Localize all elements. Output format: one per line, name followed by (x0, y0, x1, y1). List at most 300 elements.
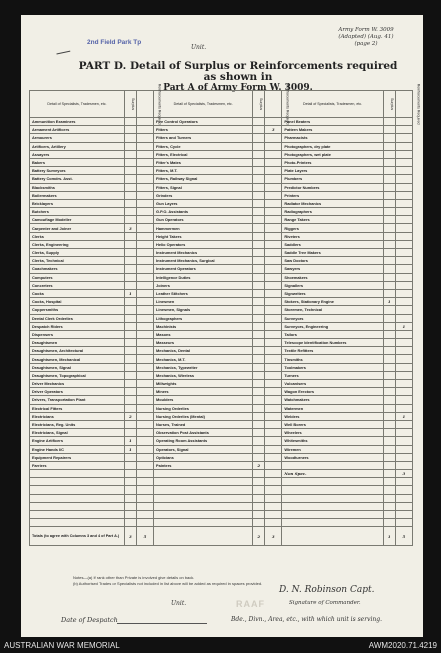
trade-cell: Armourers (30, 134, 125, 142)
count-cell (383, 339, 395, 347)
count-cell (265, 134, 282, 142)
signature-caption: Signature of Commander. (289, 600, 361, 606)
count-cell (383, 461, 395, 469)
trade-cell: Tailors (282, 330, 383, 338)
trade-cell: Panel Beaters (282, 118, 383, 126)
table-row (30, 265, 413, 273)
table-row (30, 380, 413, 388)
count-cell (383, 371, 395, 379)
caption-right: AWM2020.71.4219 (368, 641, 437, 650)
count-cell (383, 249, 395, 257)
count-cell (265, 330, 282, 338)
trade-cell: Printers (282, 191, 383, 199)
trade-cell (282, 519, 383, 527)
trade-cell: Battery Comdrs. Asst. (30, 175, 125, 183)
count-cell (395, 240, 412, 248)
trade-cell: Engine Hands I/C (30, 445, 125, 453)
count-cell (253, 478, 265, 486)
trade-cell: Helio Operators (154, 240, 253, 248)
table-row (30, 371, 413, 379)
header-surplus: Surplus (383, 91, 395, 118)
trade-cell (282, 478, 383, 486)
count-cell (395, 420, 412, 428)
trade-cell: Masons (154, 330, 253, 338)
count-cell (124, 199, 136, 207)
table-row (30, 478, 413, 486)
count-cell (265, 486, 282, 494)
trade-cell: Radiographers (282, 208, 383, 216)
count-cell (265, 502, 282, 510)
count-cell (395, 306, 412, 314)
trade-cell: Fire Control Operators (154, 118, 253, 126)
trade-cell: Stokers, Stationary Engine (282, 298, 383, 306)
trade-cell: Electricians (30, 412, 125, 420)
trade-cell: Boilermakers (30, 191, 125, 199)
count-cell (136, 445, 153, 453)
count-cell: 3 (265, 126, 282, 134)
count-cell (383, 470, 395, 478)
form-number-block (321, 27, 411, 48)
count-cell (265, 453, 282, 461)
trade-cell: Electricians, Reg. Units (30, 420, 125, 428)
count-cell (383, 199, 395, 207)
table-row (30, 249, 413, 257)
count-cell (124, 339, 136, 347)
count-cell (383, 208, 395, 216)
count-cell (124, 257, 136, 265)
count-cell (124, 355, 136, 363)
table-row (30, 470, 413, 478)
table-row (30, 363, 413, 371)
totals-row (30, 527, 413, 546)
count-cell (136, 380, 153, 388)
count-cell (383, 289, 395, 297)
count-cell (383, 167, 395, 175)
count-cell (395, 273, 412, 281)
count-cell (253, 289, 265, 297)
count-cell (253, 273, 265, 281)
count-cell (253, 314, 265, 322)
count-cell (265, 298, 282, 306)
trade-cell: Saw Doctors (282, 257, 383, 265)
count-cell (265, 494, 282, 502)
trade-cell: Dispensers (30, 330, 125, 338)
total-value: 2 (253, 527, 265, 546)
count-cell (124, 142, 136, 150)
count-cell (136, 339, 153, 347)
notes (73, 575, 262, 587)
trade-cell: Grinders (154, 191, 253, 199)
trade-cell: Radiator Mechanics (282, 199, 383, 207)
count-cell (253, 470, 265, 478)
table-row (30, 183, 413, 191)
trade-cell (30, 511, 125, 519)
table-row (30, 240, 413, 248)
count-cell (136, 347, 153, 355)
count-cell (136, 199, 153, 207)
trade-cell: Gun Operators (154, 216, 253, 224)
count-cell (124, 281, 136, 289)
trade-cell: Assayers (30, 150, 125, 158)
count-cell (265, 339, 282, 347)
count-cell (124, 330, 136, 338)
total-value: 3 (265, 527, 282, 546)
trade-cell: Coachmakers (30, 265, 125, 273)
count-cell (124, 314, 136, 322)
count-cell (383, 404, 395, 412)
count-cell (265, 167, 282, 175)
count-cell (136, 175, 153, 183)
trade-cell: Whitesmiths (282, 437, 383, 445)
count-cell (124, 347, 136, 355)
trade-cell: Blacksmiths (30, 183, 125, 191)
count-cell (124, 486, 136, 494)
table-row (30, 519, 413, 527)
count-cell (383, 281, 395, 289)
table-row (30, 306, 413, 314)
trade-cell: Draughtsmen, Topographical (30, 371, 125, 379)
trade-cell (154, 486, 253, 494)
count-cell (265, 216, 282, 224)
count-cell (395, 158, 412, 166)
trade-cell: Watermen (282, 404, 383, 412)
count-cell (265, 519, 282, 527)
count-cell (136, 232, 153, 240)
count-cell (383, 412, 395, 420)
count-cell (383, 134, 395, 142)
count-cell (395, 142, 412, 150)
count-cell (383, 388, 395, 396)
trade-cell: Millwrights (154, 380, 253, 388)
trade-cell: Draughtsmen (30, 339, 125, 347)
table-row (30, 461, 413, 469)
signature: D. N. Robinson Capt. (279, 585, 375, 595)
table-row (30, 298, 413, 306)
bde-label: Bde., Divn., Area, etc., with which unit is serving. (231, 616, 382, 623)
count-cell: 2 (253, 461, 265, 469)
table-row (30, 494, 413, 502)
trade-cell: Tinsmiths (282, 355, 383, 363)
trade-cell: Storemen, Technical (282, 306, 383, 314)
count-cell (253, 494, 265, 502)
trade-cell: Draughtsmen, Signal (30, 363, 125, 371)
count-cell (383, 519, 395, 527)
count-cell (124, 265, 136, 273)
count-cell (136, 118, 153, 126)
trade-cell: Bakers (30, 158, 125, 166)
count-cell (136, 298, 153, 306)
table-row (30, 412, 413, 420)
count-cell (265, 437, 282, 445)
count-cell (253, 134, 265, 142)
trade-cell: Predictor Numbers (282, 183, 383, 191)
trade-cell: Nursing Orderlies (Mental) (154, 412, 253, 420)
count-cell (253, 388, 265, 396)
count-cell (124, 118, 136, 126)
trade-cell: Wagon Erectors (282, 388, 383, 396)
count-cell (124, 167, 136, 175)
table-row (30, 191, 413, 199)
trade-cell: Joiners (154, 281, 253, 289)
count-cell (253, 363, 265, 371)
count-cell (395, 265, 412, 273)
count-cell (124, 396, 136, 404)
count-cell (265, 355, 282, 363)
trade-cell: Farriers (30, 461, 125, 469)
trade-cell: Battery Surveyors (30, 167, 125, 175)
count-cell (124, 380, 136, 388)
trade-cell: Dental Clerk Orderlies (30, 314, 125, 322)
count-cell (253, 281, 265, 289)
count-cell (395, 429, 412, 437)
header-specialist: Detail of Specialists, Tradesmen, etc. (154, 91, 253, 118)
trade-cell: Miners (154, 388, 253, 396)
count-cell (265, 265, 282, 273)
count-cell (253, 118, 265, 126)
count-cell (383, 429, 395, 437)
count-cell (383, 453, 395, 461)
trade-cell: Fitters, Railway Signal (154, 175, 253, 183)
count-cell (265, 380, 282, 388)
count-cell (383, 437, 395, 445)
count-cell (383, 126, 395, 134)
count-cell (395, 437, 412, 445)
count-cell (253, 322, 265, 330)
count-cell (136, 224, 153, 232)
count-cell (136, 437, 153, 445)
trade-cell: Machinists (154, 322, 253, 330)
count-cell (265, 420, 282, 428)
count-cell (265, 412, 282, 420)
trade-cell: Draughtsmen, Mechanical (30, 355, 125, 363)
trade-cell: Linesmen, Signals (154, 306, 253, 314)
count-cell (383, 347, 395, 355)
table-row (30, 199, 413, 207)
count-cell (124, 404, 136, 412)
table-row (30, 347, 413, 355)
count-cell (395, 511, 412, 519)
trade-cell: Toolmakers (282, 363, 383, 371)
count-cell (124, 134, 136, 142)
count-cell (395, 191, 412, 199)
count-cell (136, 142, 153, 150)
count-cell (383, 363, 395, 371)
header-reinforcements: Reinforcements Required (136, 91, 153, 118)
count-cell: 1 (124, 445, 136, 453)
count-cell (265, 249, 282, 257)
trade-cell: Signwriters (282, 289, 383, 297)
trade-cell (282, 486, 383, 494)
count-cell (253, 355, 265, 363)
count-cell (136, 158, 153, 166)
count-cell (383, 306, 395, 314)
count-cell (395, 396, 412, 404)
trade-cell: Mechanics, M.T. (154, 355, 253, 363)
trade-cell: Mechanics, Wireless (154, 371, 253, 379)
count-cell (265, 347, 282, 355)
count-cell (253, 412, 265, 420)
count-cell (265, 158, 282, 166)
count-cell (265, 404, 282, 412)
trade-cell: Sawyers (282, 265, 383, 273)
count-cell (395, 126, 412, 134)
trade-cell: Gun Layers (154, 199, 253, 207)
table-row (30, 150, 413, 158)
count-cell (253, 142, 265, 150)
count-cell (136, 289, 153, 297)
trade-cell: Operators, Signal (154, 445, 253, 453)
count-cell (265, 273, 282, 281)
trade-cell: Well Borers (282, 420, 383, 428)
count-cell (265, 257, 282, 265)
header-reinforcements: Reinforcements Required (265, 91, 282, 118)
trade-cell (30, 494, 125, 502)
count-cell (136, 486, 153, 494)
count-cell (136, 249, 153, 257)
count-cell (136, 363, 153, 371)
count-cell (265, 478, 282, 486)
count-cell (124, 240, 136, 248)
trade-cell: Fitters, Signal (154, 183, 253, 191)
count-cell (136, 519, 153, 527)
count-cell (136, 306, 153, 314)
trade-cell: Driver Mechanics (30, 380, 125, 388)
count-cell (383, 142, 395, 150)
count-cell (383, 502, 395, 510)
count-cell (136, 257, 153, 265)
table-row (30, 420, 413, 428)
count-cell (124, 363, 136, 371)
count-cell (383, 445, 395, 453)
trade-cell: Drivers, Transportation Plant (30, 396, 125, 404)
trade-cell: Pattern Makers (282, 126, 383, 134)
table-row (30, 404, 413, 412)
trade-cell: Photographers, wet plate (282, 150, 383, 158)
trade-cell: Clerks, Engineering (30, 240, 125, 248)
count-cell (395, 380, 412, 388)
trade-cell: Opticians (154, 453, 253, 461)
count-cell: 1 (395, 412, 412, 420)
count-cell (395, 478, 412, 486)
count-cell (395, 363, 412, 371)
count-cell (265, 371, 282, 379)
trade-cell: Nursing Orderlies (154, 404, 253, 412)
count-cell (383, 150, 395, 158)
trade-cell: Bricklayers (30, 199, 125, 207)
count-cell (395, 347, 412, 355)
count-cell (124, 511, 136, 519)
table-row (30, 208, 413, 216)
count-cell (395, 486, 412, 494)
unit-label-bottom: Unit. (171, 600, 187, 607)
count-cell (395, 249, 412, 257)
count-cell (253, 191, 265, 199)
count-cell (383, 478, 395, 486)
count-cell (383, 330, 395, 338)
count-cell (265, 232, 282, 240)
count-cell: 3 (124, 224, 136, 232)
form-number: Army Form W. 3009 (338, 27, 394, 33)
count-cell (383, 257, 395, 265)
total-value: 1 (383, 527, 395, 546)
count-cell (395, 118, 412, 126)
unit-label: Unit. (191, 44, 207, 51)
count-cell (383, 486, 395, 494)
count-cell (395, 461, 412, 469)
count-cell (136, 134, 153, 142)
count-cell (136, 388, 153, 396)
count-cell (383, 314, 395, 322)
count-cell (124, 519, 136, 527)
trade-cell: Cooks, Hospital (30, 298, 125, 306)
count-cell (265, 281, 282, 289)
header-reinforcements: Reinforcements Required (395, 91, 412, 118)
count-cell (395, 314, 412, 322)
count-cell (265, 240, 282, 248)
count-cell (253, 224, 265, 232)
count-cell (136, 191, 153, 199)
trade-cell: Signallers (282, 281, 383, 289)
trade-cell: Artificers, Artillery (30, 142, 125, 150)
count-cell (395, 339, 412, 347)
count-cell (136, 478, 153, 486)
count-cell (253, 216, 265, 224)
trade-cell: Range Takers (282, 216, 383, 224)
count-cell (124, 322, 136, 330)
trade-cell: Clerks, Technical (30, 257, 125, 265)
count-cell (124, 126, 136, 134)
count-cell: 1 (124, 437, 136, 445)
trade-cell: Height Takers (154, 232, 253, 240)
count-cell (265, 461, 282, 469)
count-cell (136, 420, 153, 428)
table-row (30, 339, 413, 347)
count-cell (383, 273, 395, 281)
count-cell (253, 175, 265, 183)
table-row (30, 216, 413, 224)
trade-cell (154, 519, 253, 527)
count-cell (383, 420, 395, 428)
trade-cell: Butchers (30, 208, 125, 216)
count-cell (124, 191, 136, 199)
count-cell (124, 298, 136, 306)
count-cell (395, 330, 412, 338)
date-of-despatch-label: Date of Despatch (61, 616, 118, 624)
trade-cell: Equipment Repairers (30, 453, 125, 461)
trade-cell: Engine Artificers (30, 437, 125, 445)
count-cell (124, 183, 136, 191)
count-cell (253, 486, 265, 494)
count-cell (124, 494, 136, 502)
table-row (30, 355, 413, 363)
count-cell (265, 511, 282, 519)
count-cell (383, 158, 395, 166)
count-cell (265, 224, 282, 232)
trade-cell: Instrument Operators (154, 265, 253, 273)
table-row (30, 126, 413, 134)
count-cell (265, 314, 282, 322)
trade-cell: Instrument Mechanics (154, 249, 253, 257)
count-cell (395, 183, 412, 191)
trade-cell: Welders (282, 412, 383, 420)
count-cell: 2 (124, 412, 136, 420)
trade-cell: Cooks (30, 289, 125, 297)
table-row (30, 289, 413, 297)
table-row (30, 224, 413, 232)
trade-cell: Pharmacists (282, 134, 383, 142)
count-cell (383, 224, 395, 232)
count-cell (136, 216, 153, 224)
